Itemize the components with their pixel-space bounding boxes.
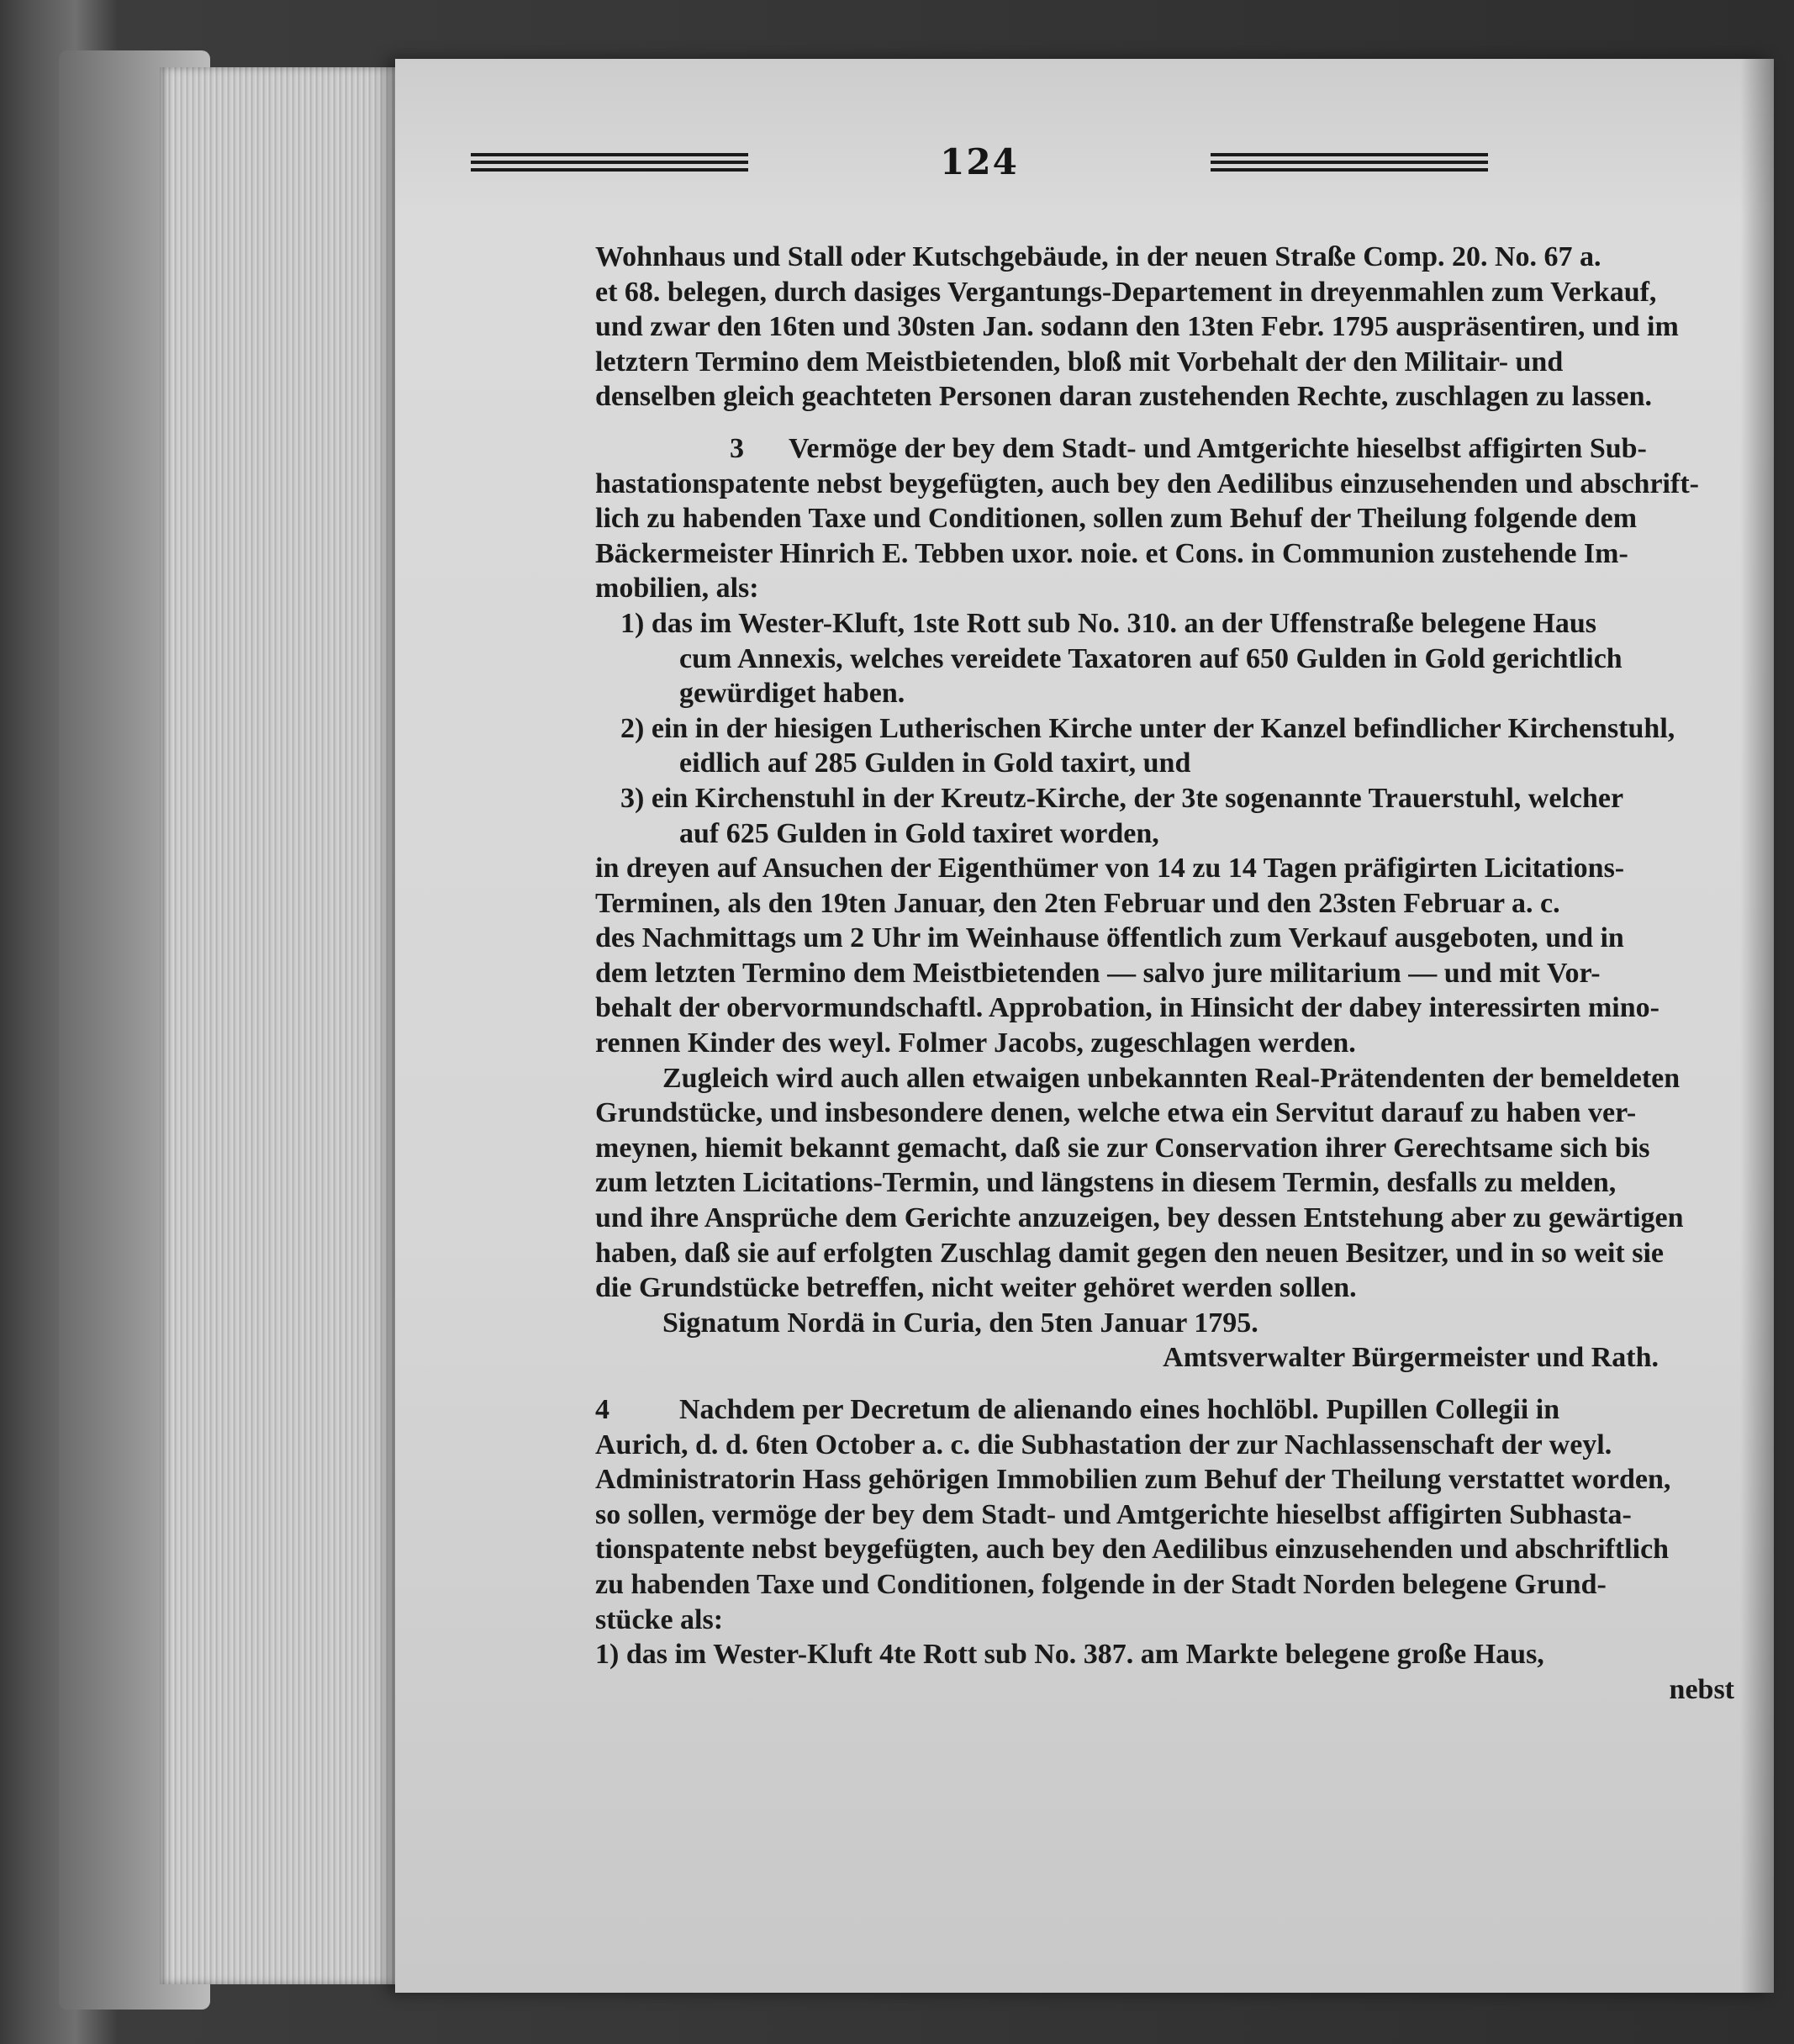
text-line: mobilien, als: [595,573,759,605]
text-line: denselben gleich geachteten Personen daran zustehenden Rechte, zuschlagen zu lassen. [595,381,1653,413]
text-line: 1) das im Wester-Kluft 4te Rott sub No. 387. am Markte belegene große Haus, [595,1639,1544,1671]
text-line: Aurich, d. d. 6ten October a. c. die Subhastation der zur Nachlassenschaft der weyl. [595,1429,1612,1460]
text-line: behalt der obervormundschaftl. Approbation, in Hinsicht der dabey interessirten mino- [595,992,1659,1024]
text-line: Nachdem per Decretum de alienando eines hochlöbl. Pupillen Collegii in [679,1394,1560,1425]
text-line: tionspatente nebst beygefügten, auch bey den Aedilibus einzusehenden und abschriftlich [595,1534,1670,1566]
section-number: 3 [730,432,744,464]
list-item-line: 1) das im Wester-Kluft, 1ste Rott sub No. 310. an der Uffenstraße belegene Haus [620,607,1596,639]
text-line: Grundstücke, und insbesondere denen, welche etwa ein Servitut darauf zu haben ver- [595,1097,1637,1129]
text-line: haben, daß sie auf erfolgten Zuschlag damit gegen den neuen Besitzer, und in so weit sie [595,1237,1664,1269]
text-line: zu habenden Taxe und Conditionen, folgende in der Stadt Norden belegene Grund- [595,1568,1607,1600]
page-body [595,240,1768,1707]
signatory: Amtsverwalter Bürgermeister und Rath. [1163,1342,1659,1374]
list-item-line: cum Annexis, welches vereidete Taxatoren auf 650 Gulden in Gold gerichtlich [679,642,1623,674]
section-number: 4 [595,1394,609,1425]
text-line: meynen, hiemit bekannt gemacht, daß sie zur Conservation ihrer Gerechtsame sich bis [595,1132,1650,1164]
text-line: die Grundstücke betreffen, nicht weiter gehöret werden sollen. [595,1272,1357,1304]
text-line: Vermöge der bey dem Stadt- und Amtgerichte hieselbst affigirten Sub- [789,432,1647,464]
text-line: Bäckermeister Hinrich E. Tebben uxor. noie. et Cons. in Communion zustehende Im- [595,537,1628,569]
text-line: und zwar den 16ten und 30sten Jan. sodann den 13ten Febr. 1795 auspräsentiren, und im [595,311,1679,343]
text-line: letztern Termino dem Meistbietenden, bloß mit Vorbehalt der den Militair- und [595,346,1564,378]
text-line: et 68. belegen, durch dasiges Vergantungs-Departement in dreyenmahlen zum Verkauf, [595,276,1657,308]
text-line: Terminen, als den 19ten Januar, den 2ten Februar und den 23sten Februar a. c. [595,887,1560,919]
list-item-line: auf 625 Gulden in Gold taxiret worden, [679,817,1159,849]
page-number: 124 [940,141,1019,182]
page-edges [160,67,412,1984]
text-line: Wohnhaus und Stall oder Kutschgebäude, in der neuen Straße Comp. 20. No. 67 a. [595,241,1601,272]
list-item-line: 3) ein Kirchenstuhl in der Kreutz-Kirche, der 3te sogenannte Trauerstuhl, welcher [620,782,1624,814]
catchword: nebst [1669,1673,1734,1705]
text-line: Zugleich wird auch allen etwaigen unbekannten Real-Prätendenten der bemeldeten [662,1062,1681,1094]
signature-date: Signatum Nordä in Curia, den 5ten Januar 1795. [662,1307,1258,1339]
spacer [595,415,1768,431]
text-line: Administratorin Hass gehörigen Immobilien zum Behuf der Theilung verstattet worden, [595,1464,1671,1496]
text-line: hastationspatente nebst beygefügten, auch bey den Aedilibus einzusehenden und abschrift- [595,467,1699,499]
list-item-line: eidlich auf 285 Gulden in Gold taxirt, und [679,747,1191,779]
list-item-line: gewürdiget haben. [679,678,905,710]
section-4-first-line [595,1392,1768,1428]
text-line: und ihre Ansprüche dem Gerichte anzuzeigen, bey dessen Entstehung aber zu gewärtigen [595,1202,1684,1234]
text-line: in dreyen auf Ansuchen der Eigenthümer von 14 zu 14 Tagen präfigirten Licitations- [595,853,1625,885]
text-line: des Nachmittags um 2 Uhr im Weinhause öffentlich zum Verkauf ausgeboten, und in [595,922,1624,954]
list-item-line: 2) ein in der hiesigen Lutherischen Kirche unter der Kanzel befindlicher Kirchenstuhl, [620,712,1675,744]
text-line: stücke als: [595,1603,724,1635]
header-rule-right [1211,153,1488,176]
text-line: zum letzten Licitations-Termin, und längstens in diesem Termin, desfalls zu melden, [595,1167,1617,1199]
text-line: rennen Kinder des weyl. Folmer Jacobs, zugeschlagen werden. [595,1027,1356,1059]
text-line: so sollen, vermöge der bey dem Stadt- und Amtgerichte hieselbst affigirten Subhasta- [595,1498,1632,1530]
text-line: dem letzten Termino dem Meistbietenden — salvo jure militarium — und mit Vor- [595,957,1601,989]
page-header [471,141,1488,192]
spacer [595,1376,1768,1392]
section-3-first-line [595,431,1768,467]
text-line: lich zu habenden Taxe und Conditionen, sollen zum Behuf der Theilung folgende dem [595,503,1638,535]
